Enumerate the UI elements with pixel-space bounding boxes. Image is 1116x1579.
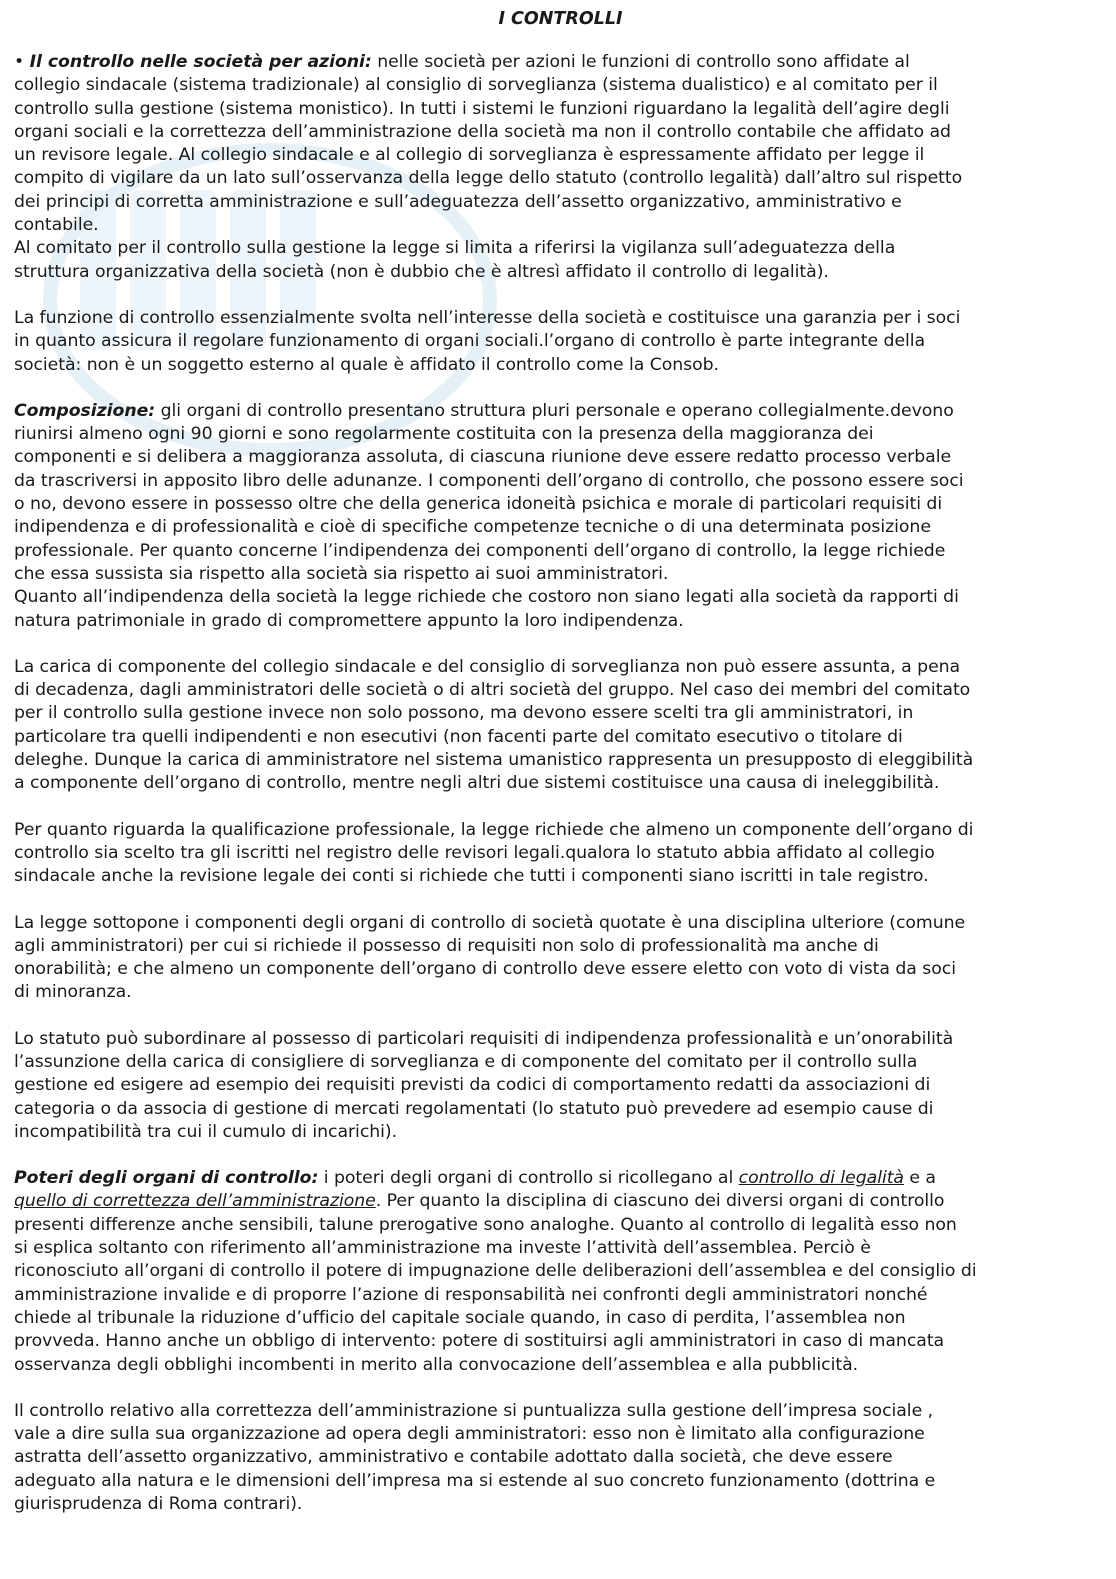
text-line: osservanza degli obblighi incombenti in merito alla convocazione dell’assemblea e alla pubblicità. [14,1354,859,1375]
text-line [14,656,1099,679]
text-line: provveda. Hanno anche un obbligo di intervento: potere di sostituirsi agli amministratori in caso di mancata [14,1331,945,1352]
text-line: che essa sussista sia rispetto alla società sia rispetto ai suoi amministratori. [14,563,669,584]
text-line: amministrazione invalide e di proporre l’azione di responsabilità nei confronti degli amministratori nonché [14,1284,928,1305]
text-line: collegio sindacale (sistema tradizionale) al consiglio di sorveglianza (sistema dualistico) e al comitato per il [14,75,938,96]
text-run: e a [903,1168,936,1189]
section-heading: Il controllo nelle società per azioni: [29,52,372,72]
text-line [14,307,1099,330]
text-line [14,1167,1099,1190]
text-run: gli organi di controllo presentano struttura pluri personale e operano collegialmente.devono [155,400,954,421]
text-line: professionale. Per quanto concerne l’indipendenza dei componenti dell’organo di controllo, la legge richiede [14,540,946,561]
text-line: indipendenza e di professionalità e cioè di specifiche competenze tecniche o di una determinata posizione [14,517,931,538]
text-run: La legge sottopone i componenti degli organi di controllo di società quotate è una disciplina ulteriore (comune [14,912,966,933]
text-line: organi sociali e la correttezza dell’amministrazione della società ma non il controllo contabile che affidato ad [14,121,951,142]
text-line: categoria o da associa di gestione di mercati regolamentati (lo statuto può prevedere ad esempio cause di [14,1098,934,1119]
text-line: chiede al tribunale la riduzione d’ufficio del capitale sociale quando, in caso di perdita, l’assemblea non [14,1307,906,1328]
text-line: l’assunzione della carica di consigliere di sorveglianza e di componente del comitato per il controllo sulla [14,1051,918,1072]
text-line: componenti e si delibera a maggioranza assoluta, di ciascuna riunione deve essere redatto processo verbale [14,447,952,468]
text-line: controllo sulla gestione (sistema monistico). In tutti i sistemi le funzioni riguardano la legalità dell’agire degli [14,98,950,119]
text-run: nelle società per azioni le funzioni di controllo sono affidate al [371,52,910,72]
text-line: a componente dell’organo di controllo, mentre negli altri due sistemi costituisce una causa di ineleggibilità. [14,773,940,794]
paragraph [14,1400,1099,1516]
text-line: in quanto assicura il regolare funzionamento di organi sociali.l’organo di controllo è parte integrante della [14,331,926,352]
document-page [14,7,1099,1539]
text-line [14,1028,1099,1051]
paragraph [14,819,1099,889]
text-run: . Per quanto la disciplina di ciascuno dei diversi organi di controllo [375,1191,945,1212]
text-line [14,1190,1099,1213]
text-line: dei principi di corretta amministrazione e sull’adeguatezza dell’assetto organizzativo, amministrativo e [14,191,902,212]
link-controllo-legalita: controllo di legalità [738,1168,904,1189]
text-line: agli amministratori) per cui si richiede il possesso di requisiti non solo di professionalità ma anche di [14,935,879,956]
text-run: La funzione di controllo essenzialmente svolta nell’interesse della società e costituisce una garanzia per i soci [14,307,961,328]
text-line: da trascriversi in apposito libro delle adunanze. I componenti dell’organo di controllo, che possono essere soci [14,470,964,491]
text-run: i poteri degli organi di controllo si ricollegano al [318,1168,739,1189]
text-line: compito di vigilare da un lato sull’osservanza della legge dello statuto (controllo legalità) dall’altro sul rispetto [14,168,963,189]
text-line: riconosciuto all’organi di controllo il potere di impugnazione delle deliberazioni dell’assemblea e del consiglio di [14,1261,977,1282]
text-line [14,819,1099,842]
text-line: onorabilità; e che almeno un componente dell’organo di controllo deve essere eletto con voto di vista da soci [14,959,956,980]
paragraph [14,912,1099,1005]
paragraph [14,51,1099,284]
text-line [14,400,1099,423]
text-line: gestione ed esigere ad esempio dei requisiti previsti da codici di comportamento redatti da associazioni di [14,1075,931,1096]
text-line: struttura organizzativa della società (non è dubbio che è altresì affidato il controllo di legalità). [14,261,829,282]
section-heading: Poteri degli organi di controllo: [14,1168,319,1189]
text-line: deleghe. Dunque la carica di amministratore nel sistema umanistico rappresenta un presupposto di eleggibilità [14,750,974,771]
text-line: un revisore legale. Al collegio sindacale e al collegio di sorveglianza è espressamente affidato per legge il [14,145,925,166]
text-line: di decadenza, dagli amministratori delle società o di altri società del gruppo. Nel caso dei membri del comitato [14,680,971,701]
text-line [14,912,1099,935]
paragraph [14,656,1099,796]
text-line: adeguato alla natura e le dimensioni dell’impresa ma si estende al suo concreto funzionamento (dottrina e [14,1470,936,1491]
text-line: contabile. [14,215,99,236]
text-line: Al comitato per il controllo sulla gestione la legge si limita a riferirsi la vigilanza sull’adeguatezza della [14,238,896,259]
text-line: astratta dell’assetto organizzativo, amministrativo e contabile adottato dalla società, che deve essere [14,1447,893,1468]
text-line: per il controllo sulla gestione invece non solo possono, ma devono essere scelti tra gli amministratori, in [14,703,914,724]
text-line: presenti differenze anche sensibili, talune prerogative sono analoghe. Quanto al controllo di legalità esso non [14,1214,957,1235]
text-run: Per quanto riguarda la qualificazione professionale, la legge richiede che almeno un componente dell’organo di [14,819,974,840]
text-line: di minoranza. [14,982,132,1003]
text-line: natura patrimoniale in grado di compromettere appunto la loro indipendenza. [14,610,684,631]
paragraph [14,1167,1099,1377]
text-run: Lo statuto può subordinare al possesso di particolari requisiti di indipendenza professionalità e un’onorabilità [14,1028,954,1049]
text-run: La carica di componente del collegio sindacale e del consiglio di sorveglianza non può essere assunta, a pena [14,656,961,677]
text-line: incompatibilità tra cui il cumulo di incarichi). [14,1121,398,1142]
document-title: I CONTROLLI [498,9,623,29]
text-line: giurisprudenza di Roma contrari). [14,1494,303,1515]
paragraph [14,400,1099,633]
paragraph [14,307,1099,377]
bullet: • [14,52,30,72]
text-line: sindacale anche la revisione legale dei conti si richiede che tutti i componenti siano iscritti in tale registro. [14,866,929,887]
text-line: riunirsi almeno ogni 90 giorni e sono regolarmente costituita con la presenza della maggioranza dei [14,424,874,445]
text-line: si esplica soltanto con riferimento all’amministrazione ma investe l’attività dell’assemblea. Perciò è [14,1238,871,1259]
paragraph [14,1028,1099,1144]
link-correttezza-amministrazione: quello di correttezza dell’amministrazione [14,1191,376,1212]
text-line [14,1400,1099,1423]
text-line: società: non è un soggetto esterno al quale è affidato il controllo come la Consob. [14,354,719,375]
text-line: controllo sia scelto tra gli iscritti nel registro delle revisori legali.qualora lo statuto abbia affidato al collegio [14,842,935,863]
text-line: particolare tra quelli indipendenti e non esecutivi (non facenti parte del comitato esecutivo o titolare di [14,726,903,747]
text-line: o no, devono essere in possesso oltre che della generica idoneità psichica e morale di particolari requisiti di [14,494,943,515]
text-line [14,51,1099,74]
document-body [14,51,1099,1516]
text-run: Il controllo relativo alla correttezza dell’amministrazione si puntualizza sulla gestione dell’impresa sociale , [14,1400,934,1421]
text-line: Quanto all’indipendenza della società la legge richiede che costoro non siano legati alla società da rapporti di [14,587,959,608]
text-line: vale a dire sulla sua organizzazione ad opera degli amministratori: esso non è limitato alla configurazione [14,1424,925,1445]
section-heading: Composizione: [14,400,156,421]
